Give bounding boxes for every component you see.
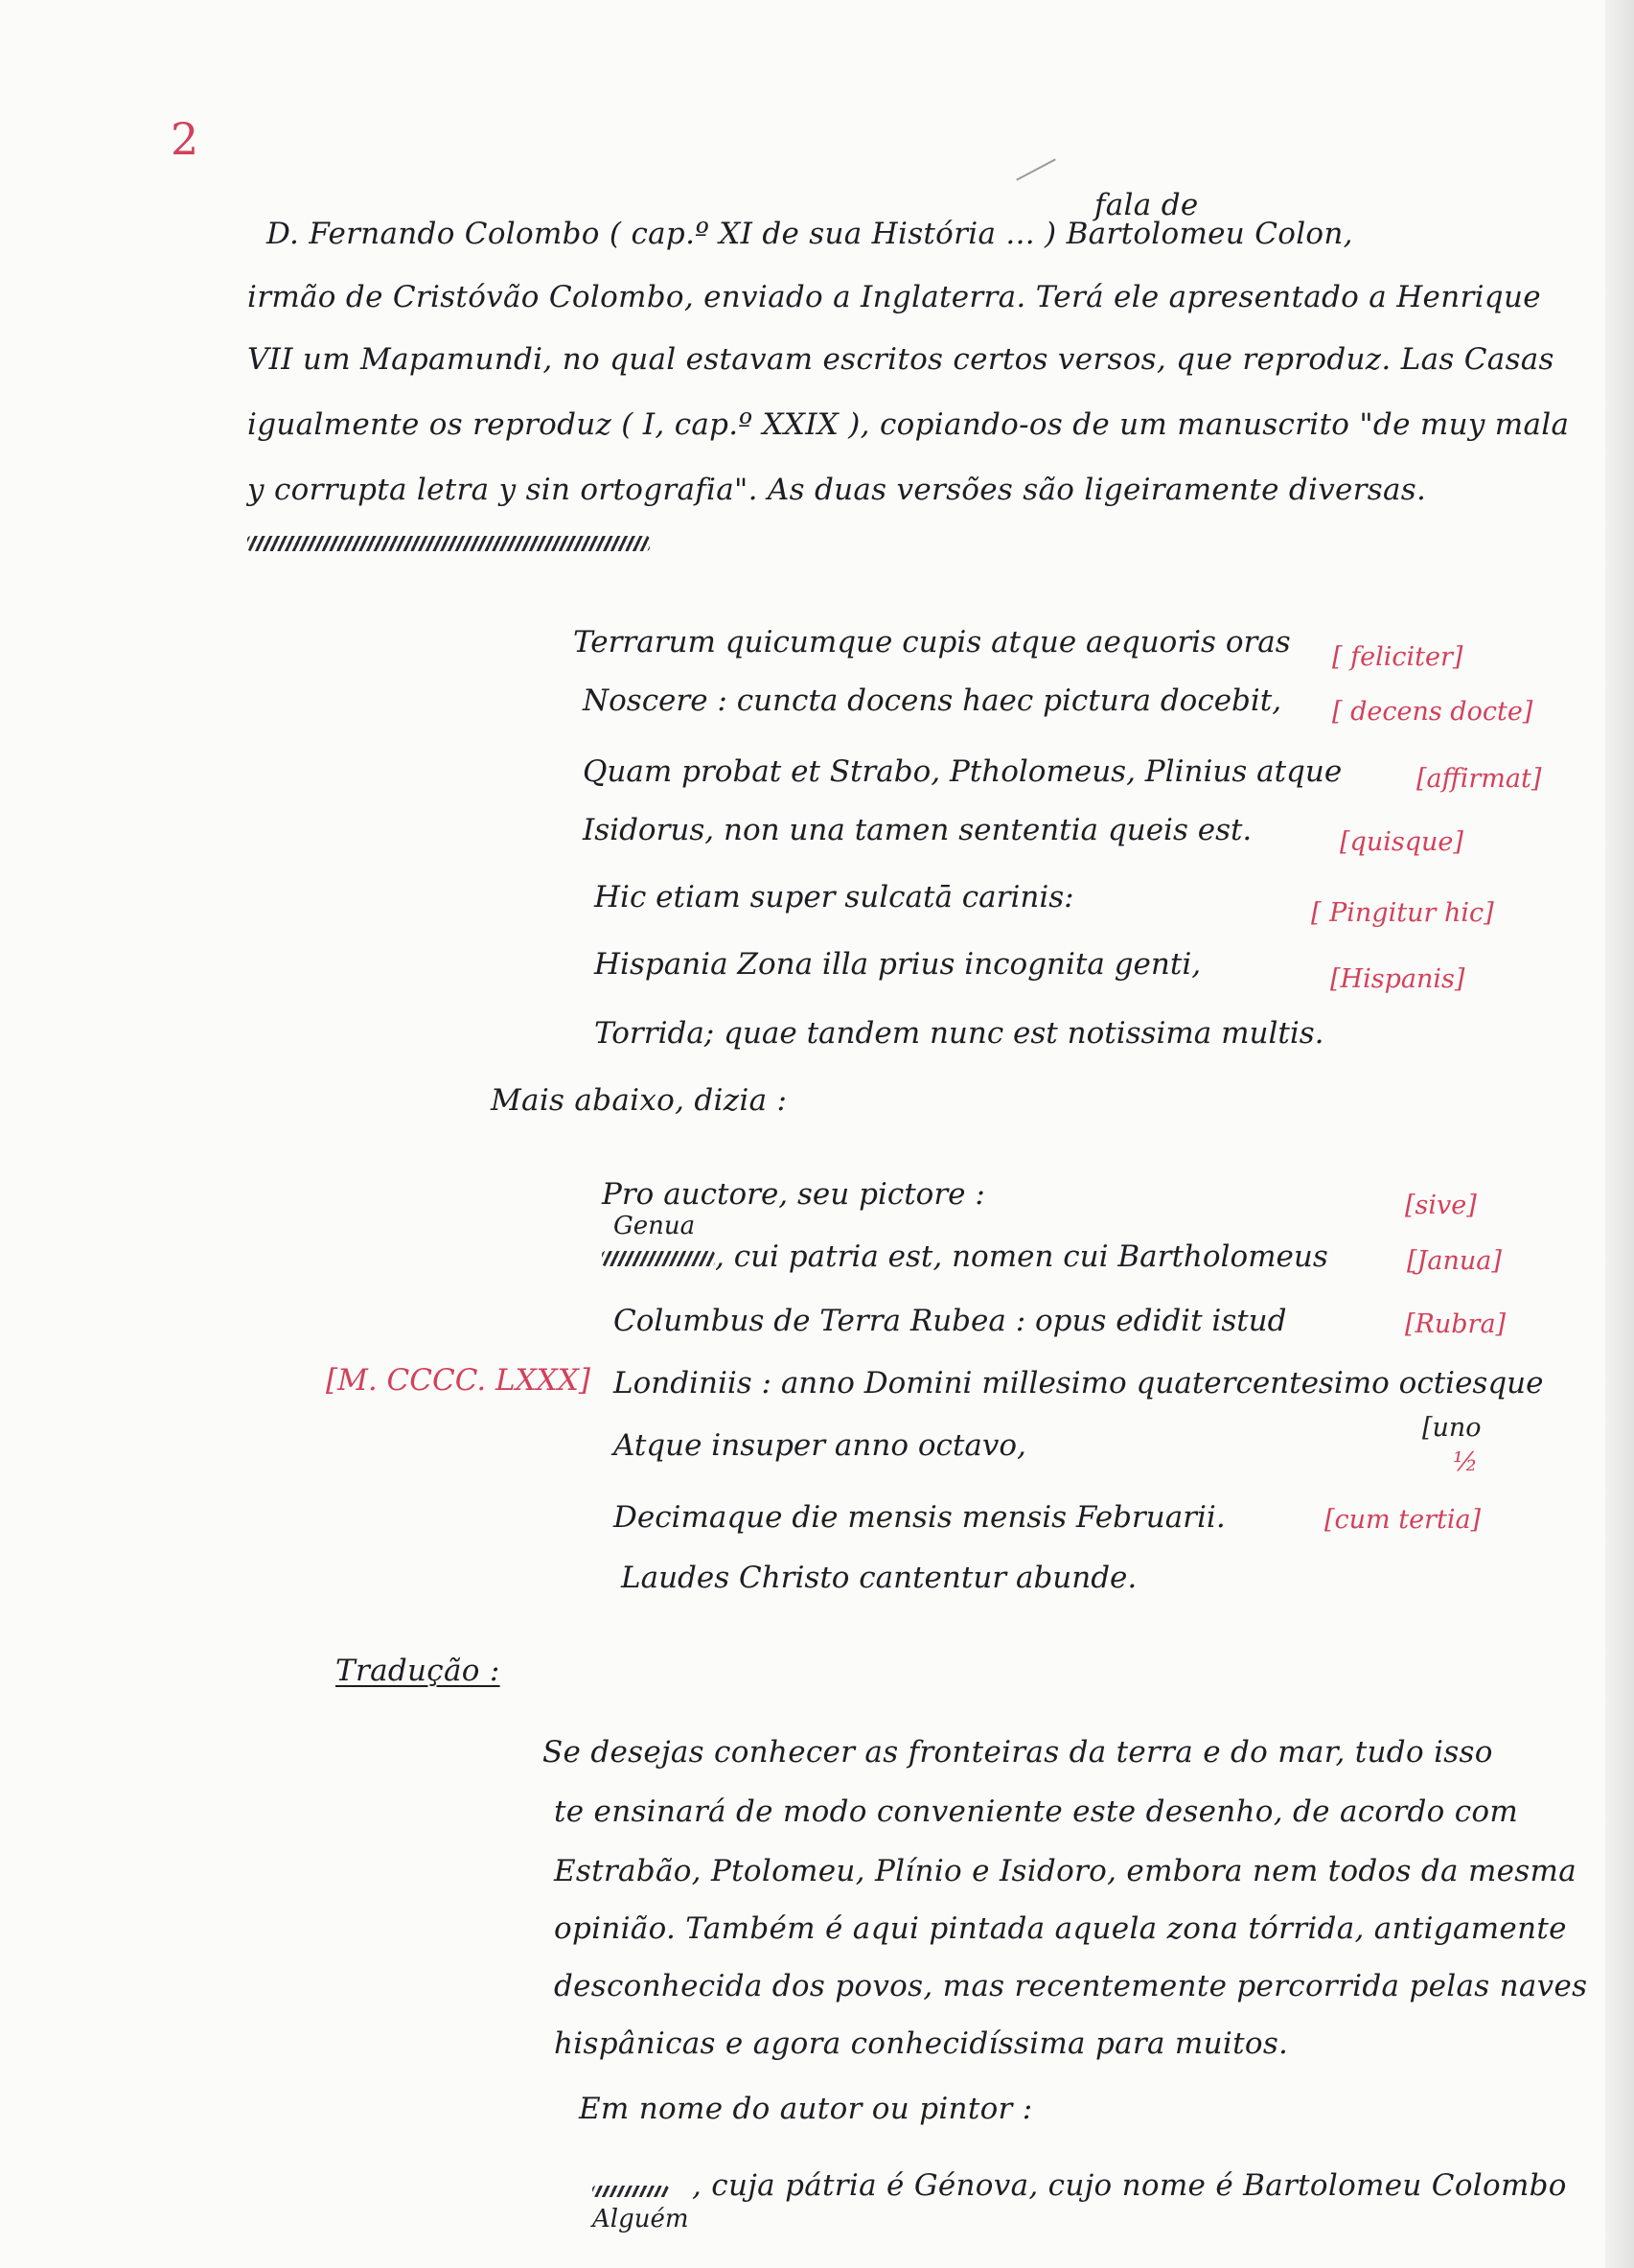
paragraph-line-2: irmão de Cristóvão Colombo, enviado a Inglaterra. Terá ele apresentado a Henrique: [247, 280, 1541, 314]
traducao-line-3: Estrabão, Ptolomeu, Plínio e Isidoro, embora nem todos da mesma: [554, 1854, 1576, 1888]
traducao-heading: Tradução :: [335, 1654, 500, 1688]
uno-mark: ½: [1453, 1447, 1479, 1477]
note-decens-docte: [ decens docte]: [1332, 697, 1533, 727]
traducao-line-1: Se desejas conhecer as fronteiras da terra e do mar, tudo isso: [542, 1735, 1493, 1770]
verse-2-line-4: Londiniis : anno Domini millesimo quatercentesimo octiesque: [613, 1366, 1544, 1400]
note-cum-tertia: [cum tertia]: [1324, 1505, 1482, 1535]
em-nome: Em nome do autor ou pintor :: [579, 2092, 1033, 2126]
note-pingitur-hic: [ Pingitur hic]: [1311, 898, 1494, 928]
paper-edge: [1605, 0, 1634, 2268]
paragraph-line-4: igualmente os reproduz ( I, cap.º XXIX ), copiando-os de um manuscrito "de muy mala: [247, 407, 1570, 442]
traducao-line-5: desconhecida dos povos, mas recentemente percorrida pelas naves: [554, 1969, 1588, 2003]
verse-1-line-6: Hispania Zona illa prius incognita genti,: [594, 947, 1202, 982]
last-line-prefix: Alguém: [592, 2205, 689, 2233]
paragraph-line-1: D. Fernando Colombo ( cap.º XI de sua História ... ) Bartolomeu Colon,: [266, 217, 1353, 251]
traducao-line-4: opinião. Também é aqui pintada aquela zona tórrida, antigamente: [554, 1911, 1567, 1946]
note-affirmat: [affirmat]: [1416, 764, 1542, 794]
note-uno: [uno: [1422, 1413, 1482, 1443]
struck-out-passage: [247, 533, 650, 551]
verse-2-line-2-wrap: [602, 1239, 1328, 1274]
pen-mark: [1016, 158, 1056, 180]
paragraph-line-3: VII um Mapamundi, no qual estavam escritos certos versos, que reproduz. Las Casas: [247, 342, 1554, 377]
struck-word-last: [592, 2176, 669, 2205]
note-quisque: [quisque]: [1340, 827, 1463, 857]
paragraph-line-5: y corrupta letra y sin ortografia". As duas versões são ligeiramente diversas.: [247, 473, 1427, 507]
verse-1-line-7: Torrida; quae tandem nunc est notissima multis.: [594, 1016, 1324, 1051]
verse-1-line-5: Hic etiam super sulcatā carinis:: [594, 880, 1074, 914]
verse-2-line-3: Columbus de Terra Rubea : opus edidit istud: [613, 1304, 1287, 1338]
verse-1-line-4: Isidorus, non una tamen sententia queis est.: [583, 813, 1253, 847]
note-hispanis: [Hispanis]: [1330, 964, 1465, 994]
note-mcccclxxx: [M. CCCC. LXXX]: [326, 1363, 590, 1398]
traducao-line-6: hispânicas e agora conhecidíssima para muitos.: [554, 2026, 1289, 2061]
last-line: , cuja pátria é Génova, cujo nome é Bartolomeu Colombo: [692, 2168, 1567, 2203]
mais-abaixo: Mais abaixo, dizia :: [491, 1083, 788, 1118]
verse-2-line-6: Decimaque die mensis mensis Februarii.: [613, 1500, 1226, 1535]
verse-2-line-1: Pro auctore, seu pictore :: [602, 1177, 985, 1212]
verse-1-line-2: Noscere : cuncta docens haec pictura docebit,: [583, 683, 1282, 718]
verse-2-line-7: Laudes Christo cantentur abunde.: [621, 1561, 1138, 1595]
note-sive: [sive]: [1405, 1191, 1477, 1220]
verse-2-line-5: Atque insuper anno octavo,: [613, 1428, 1026, 1463]
verse-2-above-genua: Genua: [613, 1212, 696, 1240]
verse-1-line-3: Quam probat et Strabo, Ptholomeus, Plinius atque: [583, 754, 1343, 789]
verse-1-line-1: Terrarum quicumque cupis atque aequoris oras: [573, 625, 1291, 660]
note-rubra: [Rubra]: [1405, 1309, 1507, 1339]
note-feliciter: [ feliciter]: [1332, 642, 1463, 672]
note-janua: [Janua]: [1407, 1246, 1502, 1276]
verse-2-line-2: , cui patria est, nomen cui Bartholomeus: [715, 1239, 1328, 1274]
struck-word: [602, 1251, 715, 1266]
page-number: 2: [171, 113, 199, 165]
traducao-line-2: te ensinará de modo conveniente este desenho, de acordo com: [554, 1794, 1519, 1829]
insertion-above: fala de: [1094, 188, 1199, 222]
